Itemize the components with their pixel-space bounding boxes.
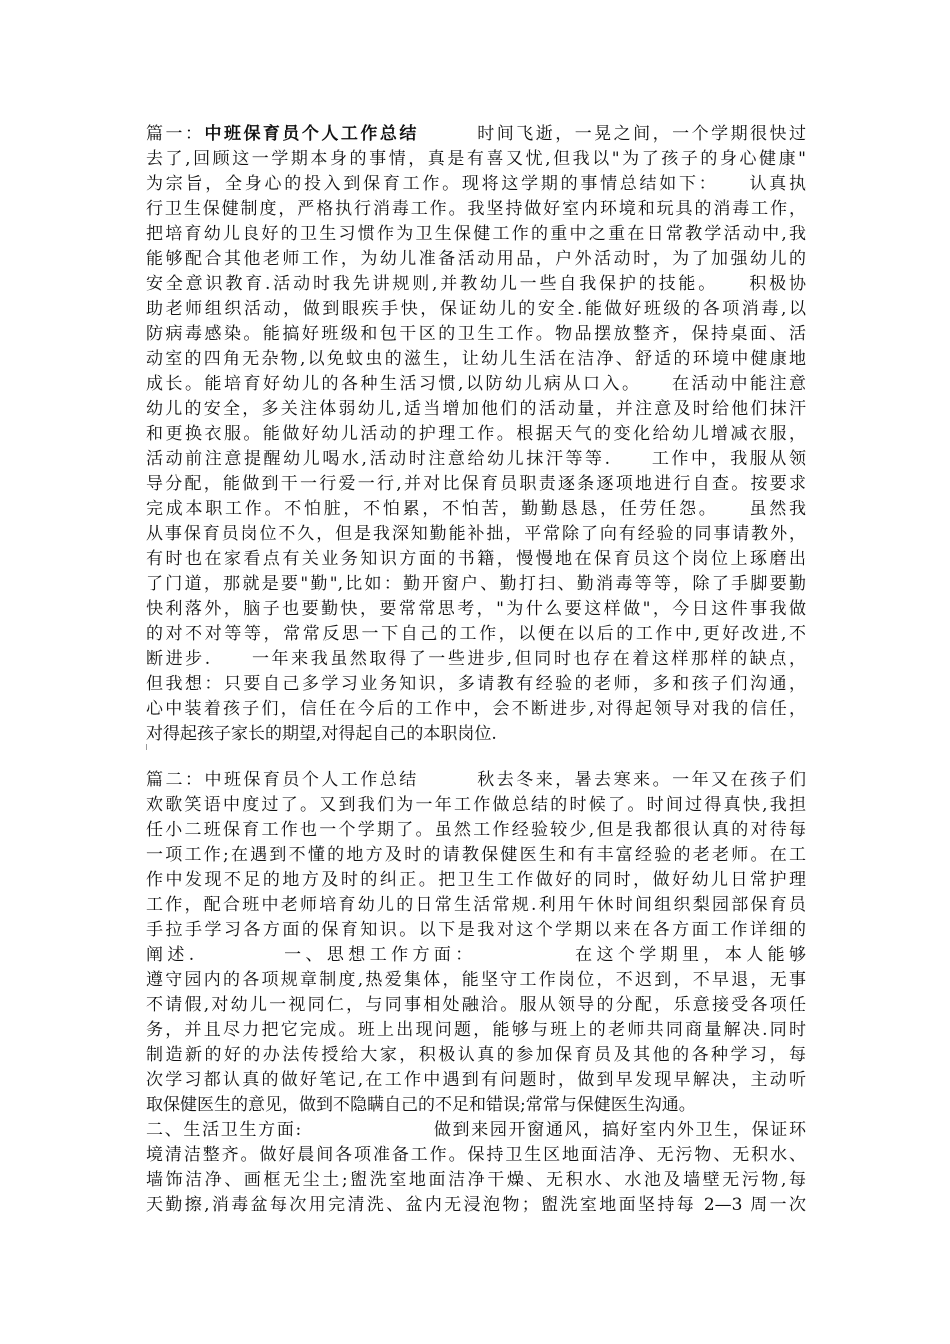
article-two-heading: 篇二：中班保育员个人工作总结	[146, 770, 419, 790]
article-two-first-line	[146, 768, 806, 793]
article-one-line: 但我想：只要自己多学习业务知识，多请教有经验的老师，多和孩子们沟通，	[146, 674, 806, 694]
article-one-line: 有时也在家看点有关业务知识方面的书籍，慢慢地在保育员这个岗位上琢磨出	[146, 549, 806, 569]
article-two-line: 遵守园内的各项规章制度,热爱集体，能坚守工作岗位，不迟到，不早退，无事	[146, 970, 806, 990]
article-one-line: 去了,回顾这一学期本身的事情，真是有喜又忧,但我以"为了孩子的身心健康"	[146, 149, 806, 169]
article-two-line: 秋去冬来，暑去寒来。一年又在孩子们	[418, 770, 807, 790]
article-one-line: 能够配合其他老师工作，为幼儿准备活动用品，户外活动时，为了加强幼儿的	[146, 249, 806, 269]
article-two	[146, 768, 806, 1218]
article-two-line: 次学习都认真的做好笔记,在工作中遇到有问题时，做到早发现早解决，主动听	[146, 1070, 806, 1090]
article-two-line: 墙饰洁净、画框无尘土;盥洗室地面洁净干燥、无积水、水池及墙壁无污物,每	[146, 1170, 806, 1190]
article-one	[146, 122, 806, 747]
article-two-line: 一项工作;在遇到不懂的地方及时的请教保健医生和有丰富经验的老老师。在工	[146, 845, 806, 865]
article-one-line: 完成本职工作。不怕脏，不怕累，不怕苦，勤勤恳恳，任劳任怨。 虽然我	[146, 499, 806, 519]
article-one-line: 断进步. 一年来我虽然取得了一些进步,但同时也存在着这样那样的缺点，	[146, 649, 806, 669]
article-two-line: 欢歌笑语中度过了。又到我们为一年工作做总结的时候了。时间过得真快,我担	[146, 795, 806, 815]
article-two-line: 天勤擦,消毒盆每次用完清洗、盆内无浸泡物；盥洗室地面坚持每 2—3 周一次	[146, 1195, 806, 1215]
paragraph-mark	[146, 744, 147, 750]
article-one-line: 心中装着孩子们，信任在今后的工作中，会不断进步,对得起领导对我的信任，	[146, 699, 806, 719]
article-one-line: 时间飞逝，一晃之间，一个学期很快过	[418, 124, 807, 144]
article-one-heading-prefix: 篇一：	[146, 124, 205, 144]
article-two-line: 取保健医生的意见，做到不隐瞒自己的不足和错误;常常与保健医生沟通。	[146, 1095, 696, 1115]
article-one-line: 把培育幼儿良好的卫生习惯作为卫生保健工作的重中之重在日常教学活动中,我	[146, 224, 806, 244]
article-one-line: 对得起孩子家长的期望,对得起自己的本职岗位.	[146, 724, 497, 744]
article-one-heading-title: 中班保育员个人工作总结	[204, 124, 419, 144]
article-one-line: 了门道，那就是要"勤",比如：勤开窗户、勤打扫、勤消毒等等，除了手脚要勤	[146, 574, 806, 594]
article-one-line: 为宗旨，全身心的投入到保育工作。现将这学期的事情总结如下： 认真执	[146, 174, 806, 194]
article-two-line: 二、生活卫生方面: 做到来园开窗通风，搞好室内外卫生，保证环	[146, 1120, 806, 1140]
article-one-first-line	[146, 122, 806, 147]
article-two-line: 作中发现不足的地方及时的纠正。把卫生工作做好的同时，做好幼儿日常护理	[146, 870, 806, 890]
article-two-line: 务，并且尽力把它完成。班上出现问题，能够与班上的老师共同商量解决.同时	[146, 1020, 806, 1040]
article-two-line: 任小二班保育工作也一个学期了。虽然工作经验较少,但是我都很认真的对待每	[146, 820, 806, 840]
article-one-line: 安全意识教育.活动时我先讲规则,并教幼儿一些自我保护的技能。 积极协	[146, 274, 806, 294]
article-one-line: 活动前注意提醒幼儿喝水,活动时注意给幼儿抹汗等等. 工作中，我服从领	[146, 449, 806, 469]
article-two-line: 工作，配合班中老师培育幼儿的日常生活常规.利用午休时间组织梨园部保育员	[146, 895, 806, 915]
article-one-line: 幼儿的安全，多关注体弱幼儿,适当增加他们的活动量，并注意及时给他们抹汗	[146, 399, 806, 419]
article-one-line: 行卫生保健制度，严格执行消毒工作。我坚持做好室内环境和玩具的消毒工作，	[146, 199, 806, 219]
article-one-line: 助老师组织活动，做到眼疾手快，保证幼儿的安全.能做好班级的各项消毒,以	[146, 299, 806, 319]
article-one-line: 成长。能培育好幼儿的各种生活习惯,以防幼儿病从口入。 在活动中能注意	[146, 374, 806, 394]
article-one-line: 快利落外，脑子也要勤快，要常常思考，"为什么要这样做"，今日这件事我做	[146, 599, 806, 619]
article-one-line: 的对不对等等，常常反思一下自己的工作，以便在以后的工作中,更好改进,不	[146, 624, 806, 644]
article-one-line: 导分配，能做到干一行爱一行,并对比保育员职责逐条逐项地进行自查。按要求	[146, 474, 806, 494]
article-one-line: 和更换衣服。能做好幼儿活动的护理工作。根据天气的变化给幼儿增减衣服，	[146, 424, 806, 444]
article-one-line: 从事保育员岗位不久，但是我深知勤能补拙，平常除了向有经验的同事请教外，	[146, 524, 806, 544]
article-two-line: 制造新的好的办法传授给大家，积极认真的参加保育员及其他的各种学习，每	[146, 1045, 806, 1065]
article-one-line: 动室的四角无杂物,以免蚊虫的滋生，让幼儿生活在洁净、舒适的环境中健康地	[146, 349, 806, 369]
article-two-line: 境清洁整齐。做好晨间各项准备工作。保持卫生区地面洁净、无污物、无积水、	[146, 1145, 806, 1165]
article-two-line: 不请假,对幼儿一视同仁，与同事相处融洽。服从领导的分配，乐意接受各项任	[146, 995, 806, 1015]
article-two-line: 手拉手学习各方面的保育知识。以下是我对这个学期以来在各方面工作详细的	[146, 920, 806, 940]
article-two-line: 阐述. 一、思想工作方面： 在这个学期里，本人能够	[146, 945, 806, 965]
article-one-line: 防病毒感染。能搞好班级和包干区的卫生工作。物品摆放整齐，保持桌面、活	[146, 324, 806, 344]
